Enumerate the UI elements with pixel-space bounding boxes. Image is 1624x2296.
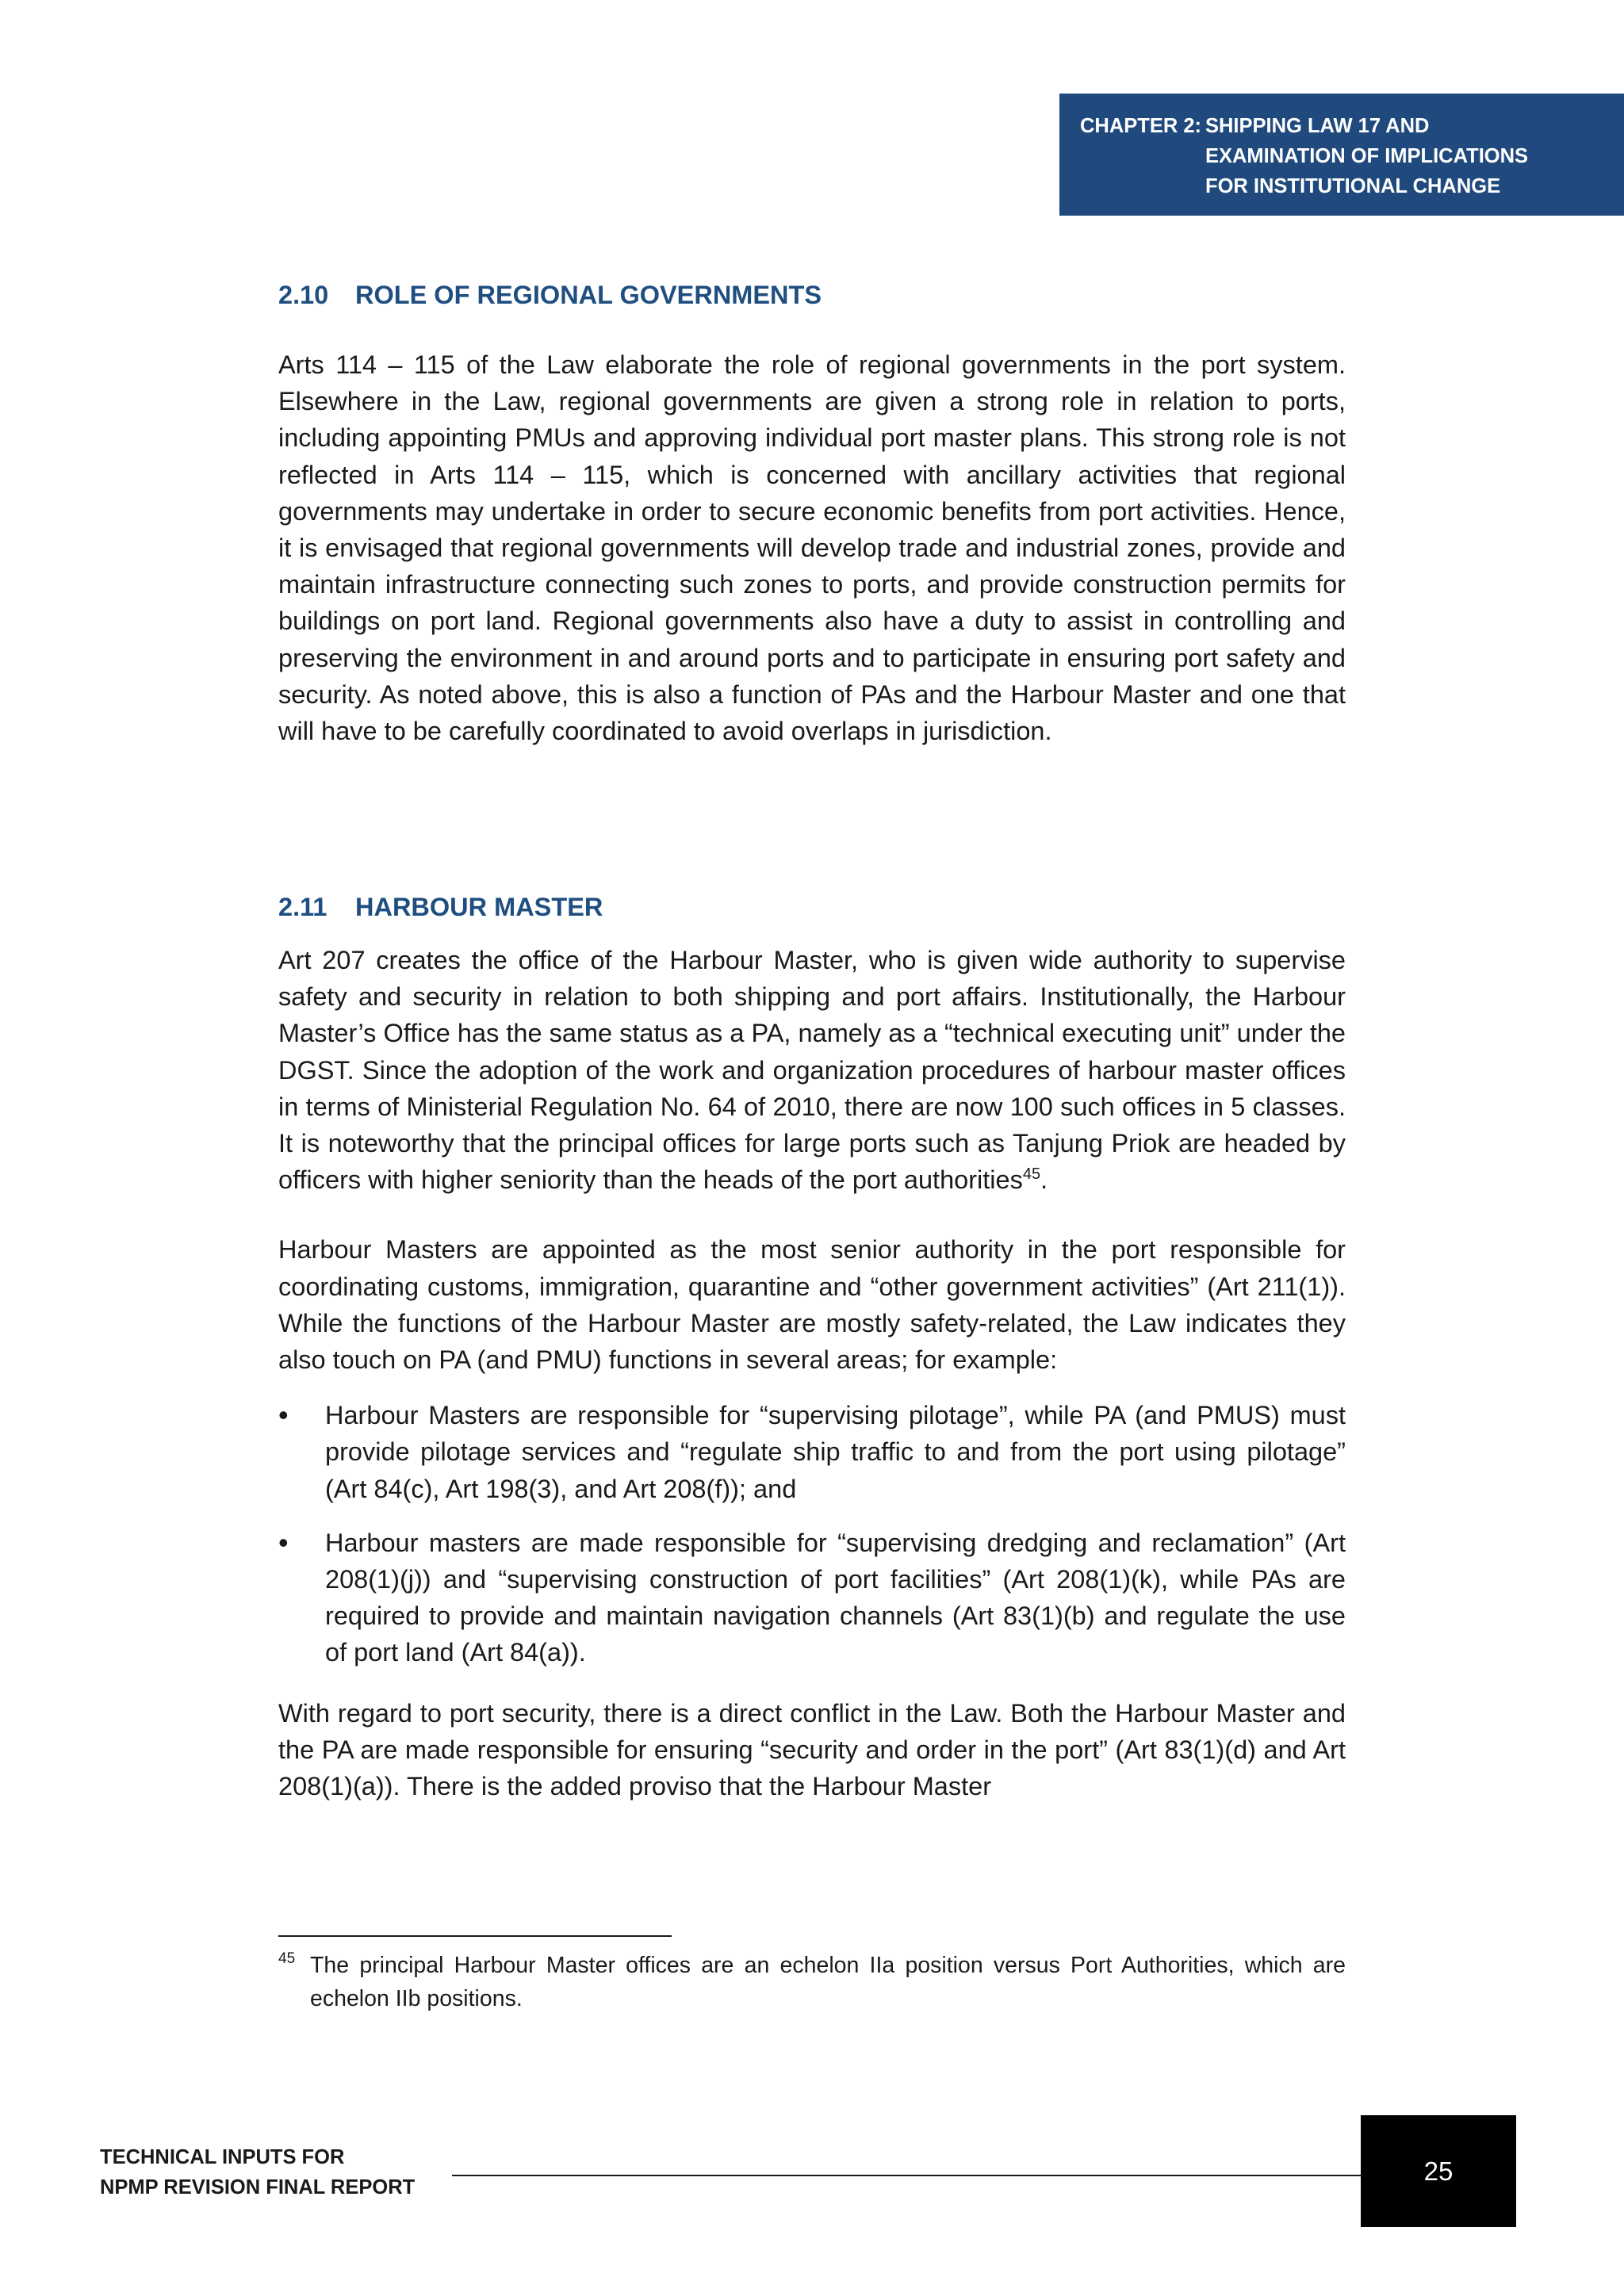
chapter-title-part-2: EXAMINATION OF IMPLICATIONS xyxy=(1205,145,1529,167)
footer-report-title xyxy=(100,2142,415,2202)
paragraph: With regard to port security, there is a direct conflict in the Law. Both the Harbour Master and the PA are made responsible for ensuring “security and order in the port” (Art 83(1)(d) and Art 208(1)(a)). There is the added proviso that the Harbour Master xyxy=(278,1698,1346,1801)
list-item: • Harbour Masters are responsible for “supervising pilotage”, while PA (and PMUS) must provide pilotage services and “regulate ship traffic to and from the port using pilotage” (Art 84(c), Art 198(3), and Art 208(f)); and xyxy=(278,1397,1346,1507)
chapter-prefix: CHAPTER 2: xyxy=(1080,115,1202,137)
section-heading-2-10 xyxy=(278,279,822,311)
section-number: 2.11 xyxy=(278,893,327,921)
chapter-title-part-3: FOR INSTITUTIONAL CHANGE xyxy=(1205,175,1501,197)
footnote xyxy=(278,1949,1346,2015)
chapter-line-2 xyxy=(1080,141,1608,171)
chapter-line-1 xyxy=(1080,111,1608,141)
section-number: 2.10 xyxy=(278,281,329,309)
page-number-box xyxy=(1361,2115,1516,2227)
section-title: HARBOUR MASTER xyxy=(355,893,603,921)
footer-rule xyxy=(452,2175,1361,2176)
section-heading-2-11 xyxy=(278,891,603,923)
list-item: • Harbour masters are made responsible for “supervising dredging and reclamation” (Art 208(1)(j)) and “supervising construction of port facilities” (Art 208(1)(k), while PAs are required to provide and maintain navigation channels (Art 83(1)(b) and regulate the use of port land (Art 84(a)). xyxy=(278,1525,1346,1671)
paragraph-text: Art 207 creates the office of the Harbour Master, who is given wide authority to supervise safety and security in relation to both shipping and port affairs. Institutionally, the Harbour Master’s Office has the same status as a PA, namely as a “technical executing unit” under the DGST. Since the adoption of the work and organization procedures of harbour master offices in terms of Ministerial Regulation No. 64 of 2010, there are now 100 such offices in 5 classes. It is noteworthy that the principal offices for large ports such as Tanjung Priok are headed by officers with higher seniority than the heads of the port authorities xyxy=(278,946,1346,1195)
footnote-text: The principal Harbour Master offices are an echelon IIa position versus Port Authorities, which are echelon IIb positions. xyxy=(310,1953,1346,2011)
footnote-separator xyxy=(278,1935,672,1937)
bullet-list xyxy=(278,1397,1346,1670)
section-body-2-11 xyxy=(278,942,1346,1804)
paragraph xyxy=(278,942,1346,1198)
paragraph: Arts 114 – 115 of the Law elaborate the role of regional governments in the port system. Elsewhere in the Law, regional governments are given a strong role in relation to ports, including appointing PMUs and approving individual port master plans. This strong role is not reflected in Arts 114 – 115, which is concerned with ancillary activities that regional governments may undertake in order to secure economic benefits from port activities. Hence, it is envisaged that regional governments will develop trade and industrial zones, provide and maintain infrastructure connecting such zones to ports, and provide construction permits for buildings on port land. Regional governments also have a duty to assist in controlling and preserving the environment in and around ports and to participate in ensuring port safety and security. As noted above, this is also a function of PAs and the Harbour Master and one that will have to be carefully coordinated to avoid overlaps in jurisdiction. xyxy=(278,350,1346,746)
chapter-header xyxy=(1059,94,1624,216)
chapter-line-3 xyxy=(1080,171,1608,201)
section-title: ROLE OF REGIONAL GOVERNMENTS xyxy=(355,281,822,309)
chapter-title-part-1: SHIPPING LAW 17 AND xyxy=(1205,115,1430,137)
footnote-reference[interactable]: 45 xyxy=(1022,1165,1041,1184)
footer-title-line-1: TECHNICAL INPUTS FOR xyxy=(100,2146,345,2168)
footnote-number: 45 xyxy=(278,1950,296,1967)
paragraph: Harbour Masters are appointed as the most senior authority in the port responsible for coordinating customs, immigration, quarantine and “other government activities” (Art 211(1)). While the functions of the Harbour Master are mostly safety-related, the Law indicates they also touch on PA (and PMU) functions in several areas; for example: xyxy=(278,1235,1346,1375)
section-body-2-10 xyxy=(278,346,1346,749)
paragraph-end: . xyxy=(1040,1165,1048,1195)
page-number: 25 xyxy=(1423,2156,1454,2186)
footer-title-line-2: NPMP REVISION FINAL REPORT xyxy=(100,2176,416,2198)
